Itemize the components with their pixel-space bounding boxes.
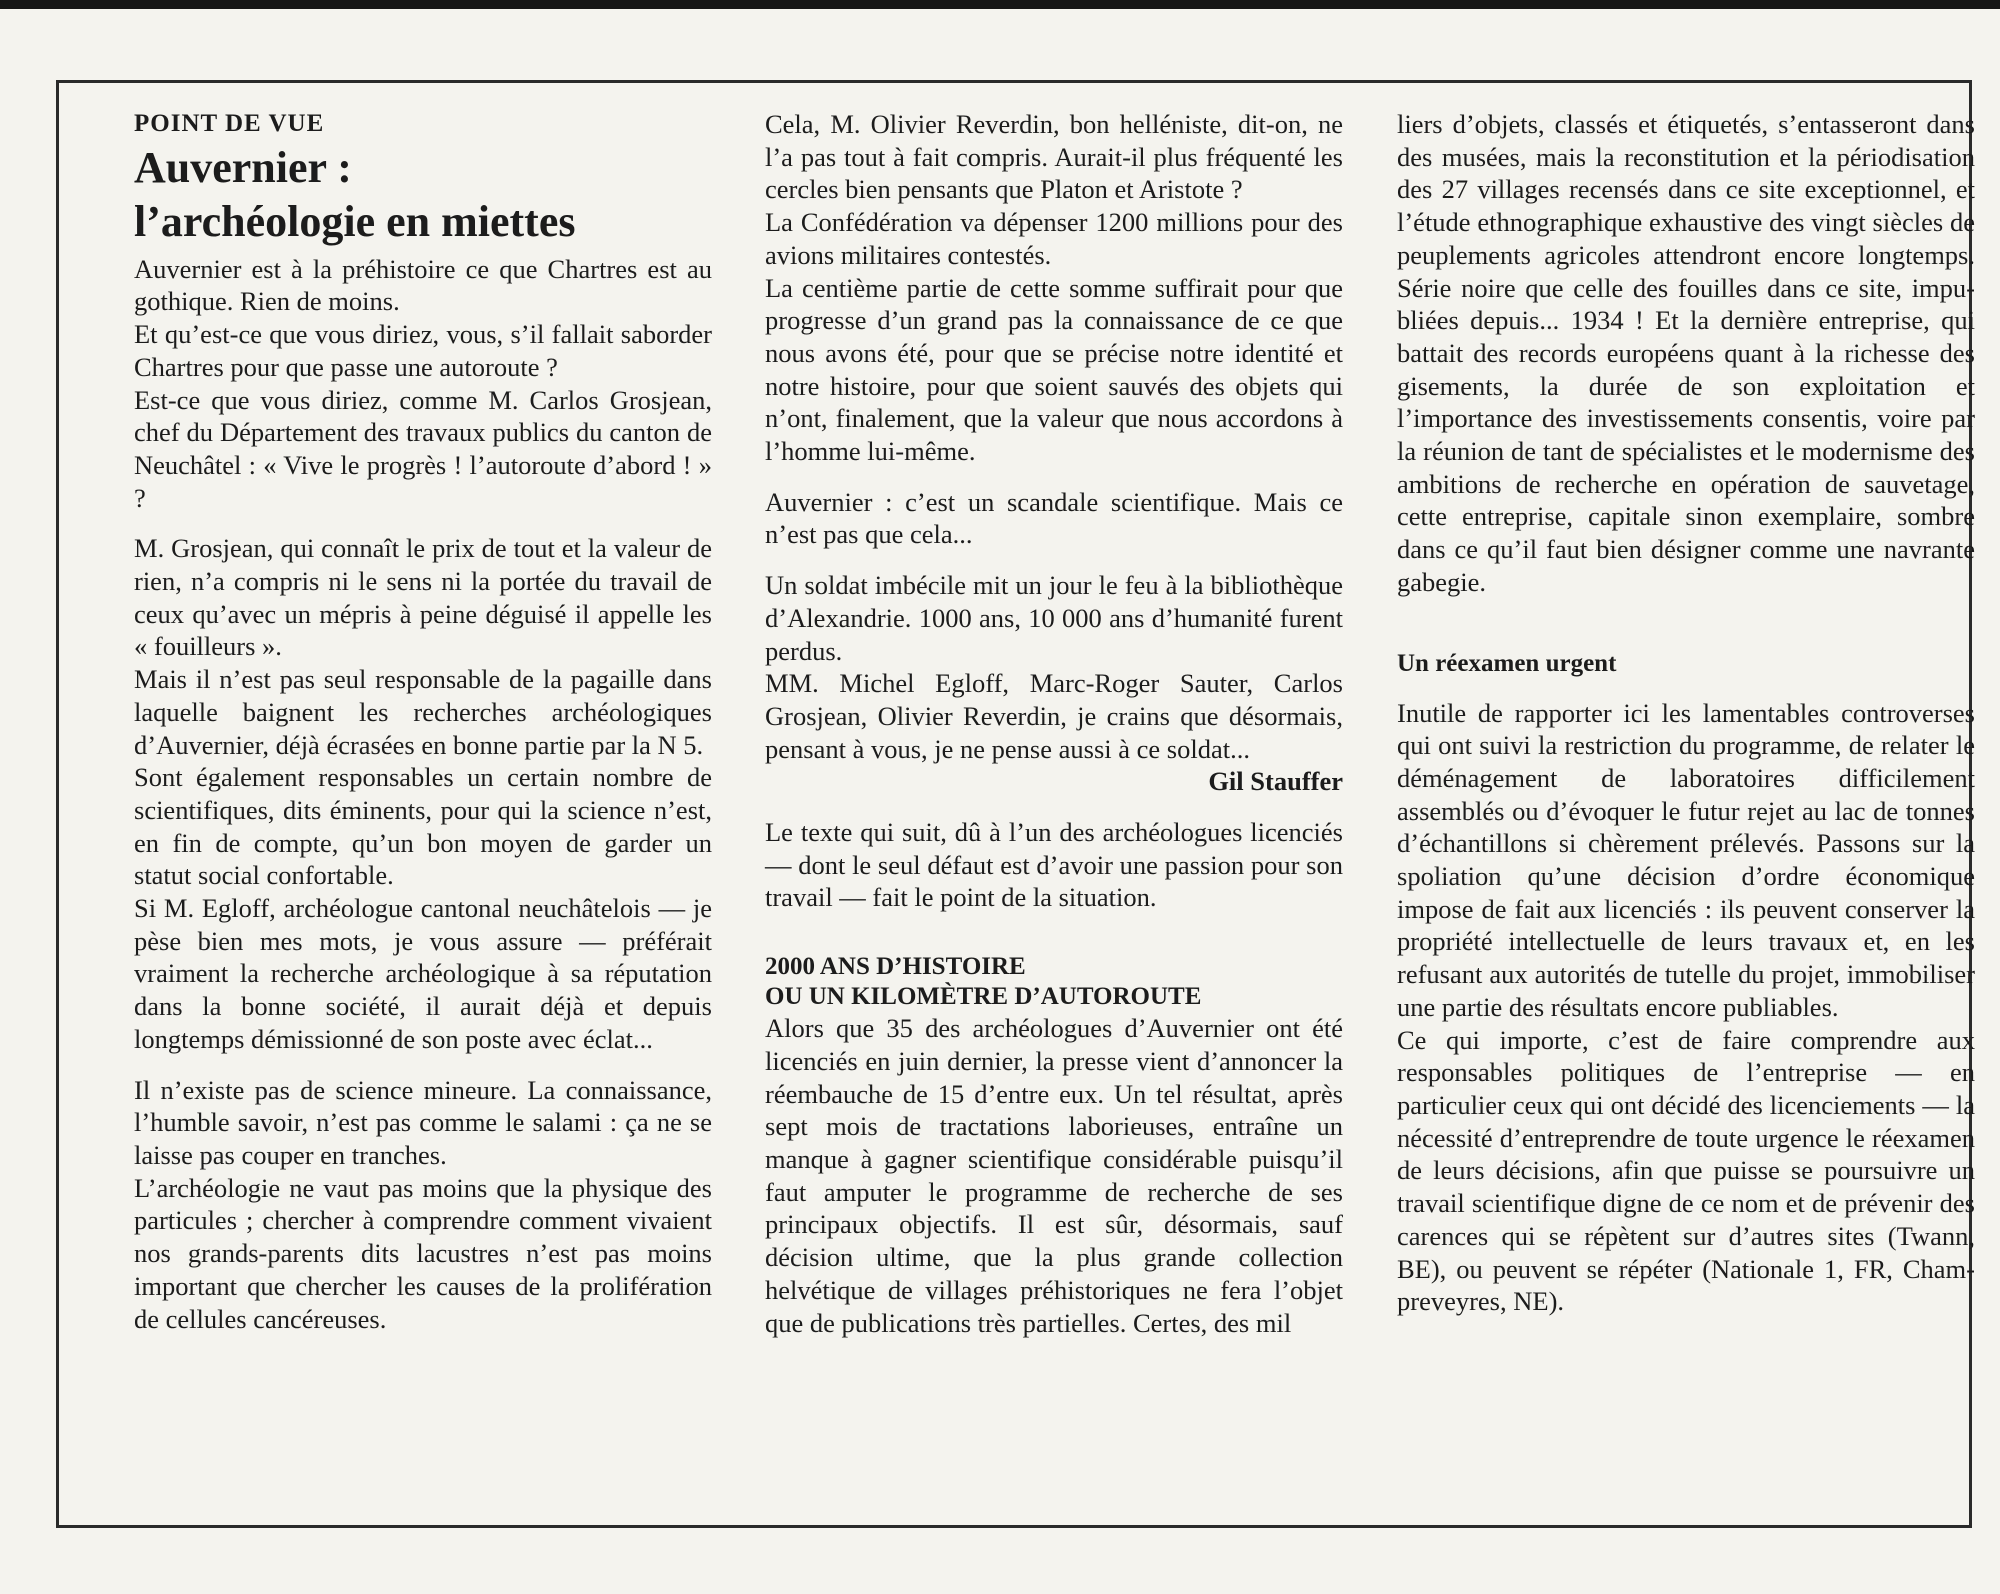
- kicker: POINT DE VUE: [134, 110, 325, 137]
- paragraph: La centième partie de cette somme suffirait pour que progresse d’un grand pas la connaissance de ce que nous avons été, pour que se précise notre identité et notre histoire, pour que soient sauvés des objets qui n’ont, finalement, que la valeur que nous accordons à l’homme lui-même.: [765, 272, 1343, 467]
- section-heading-1-line-1: 2000 ANS D’HISTOIRE: [765, 953, 1026, 981]
- headline-line-1: Auvernier :: [134, 142, 352, 192]
- paragraph: La Confédération va dépenser 1200 millions pour des avions militaires contestés.: [765, 207, 1343, 270]
- intro-note: Le texte qui suit, dû à l’un des archéologues licenciés — dont le seul défaut est d’avoir une passion pour son travail — fait le point de la situation.: [765, 817, 1343, 913]
- column-2: [765, 108, 1343, 1339]
- paragraph: Alors que 35 des archéologues d’Auvernier ont été licenciés en juin dernier, la presse vient d’annoncer la réembauche de 15 d’entre eux. Un tel résultat, après sept mois de tractations laborieuses, entraîne un manque à gagner scientifique considérable puisqu’il faut amputer le programme de recherche de ses principaux objectifs. Il est sûr, désormais, sauf décision ultime, que la plus grande collection helvétique de villages préhistoriques ne fera l’objet que de publications très partielles. Certes, des mil: [765, 1013, 1343, 1338]
- paragraph: Il n’existe pas de science mineure. La connaissance, l’humble savoir, n’est pas comme le salami : ça ne se laisse pas couper en tranches.: [134, 1074, 712, 1170]
- paragraph: Sont également responsables un certain nombre de scientifiques, dits éminents, pour qui la science n’est, en fin de compte, qu’un bon moyen de garder un statut social confortable.: [134, 762, 712, 891]
- paragraph: Auvernier est à la préhistoire ce que Chartres est au gothique. Rien de moins.: [134, 253, 712, 317]
- paragraph: L’archéologie ne vaut pas moins que la physique des particules ; chercher à comprendre comment vivaient nos grands-parents dits lacustres n’est pas moins important que chercher les causes de la prolifération de cellules cancéreuses.: [134, 1172, 712, 1334]
- section-heading-2: Un réexamen urgent: [1397, 649, 1617, 677]
- paragraph: Si M. Egloff, archéologue cantonal neuchâtelois — je pèse bien mes mots, je vous assure — préférait vraiment la recherche archéologique à sa réputation dans la bonne société, il aurait déjà et depuis longtemps démissionné de son poste avec éclat...: [134, 893, 712, 1054]
- author-signature: Gil Stauffer: [1208, 766, 1343, 797]
- paragraph: Est-ce que vous diriez, comme M. Carlos Grosjean, chef du Département des travaux publics du canton de Neuchâtel : « Vive le progrès ! l’autoroute d’abord ! » ?: [134, 384, 712, 513]
- paragraph: Auvernier : c’est un scandale scientifique. Mais ce n’est pas que cela...: [765, 486, 1343, 550]
- paragraph: Ce qui importe, c’est de faire comprendre aux responsables politiques de l’entreprise — en particulier ceux qui ont décidé des licenciements — la nécessité d’entreprendre de toute urgence le réexamen de leurs décisions, afin que puisse se poursuivre un travail scientifique digne de ce nom et de prévenir des carences qui se répètent sur d’autres sites (Twann, BE), ou peuvent se répéter (Nationale 1, FR, Champreveyres, NE).: [1397, 1024, 1975, 1317]
- paragraph: Mais il n’est pas seul responsable de la pagaille dans laquelle baignent les recherches archéologiques d’Auvernier, déjà écrasées en bonne partie par la N 5.: [134, 664, 712, 760]
- paragraph: liers d’objets, classés et étiquetés, s’entasseront dans des musées, mais la reconstitution et la périodisation des 27 villages recensés dans ce site exceptionnel, et l’étude ethnographique exhaustive des vingt siècles de peuplements agricoles attendront encore longtemps. Série noire que celle des fouilles dans ce site, impubliées depuis... 1934 ! Et la dernière entreprise, qui battait des records européens quant à la richesse des gisements, la durée de son exploitation et l’importance des investissements consentis, voire par la réunion de tant de spécialistes et le modernisme des ambitions de recherche en opération de sauvetage, cette entreprise, capitale sinon exemplaire, sombre dans ce qu’il faut bien désigner comme une navrante gabegie.: [1397, 109, 1975, 597]
- paragraph: M. Grosjean, qui connaît le prix de tout et la valeur de rien, n’a compris ni le sens ni la portée du travail de ceux qu’avec un mépris à peine déguisé il appelle les « fouilleurs ».: [134, 533, 712, 662]
- paragraph: Cela, M. Olivier Reverdin, bon helléniste, dit-on, ne l’a pas tout à fait compris. Aurait-il plus fréquenté les cercles bien pensants que Platon et Aristote ?: [765, 109, 1343, 205]
- section-heading-1-line-2: OU UN KILOMÈTRE D’AUTOROUTE: [765, 983, 1202, 1011]
- headline: [134, 141, 712, 249]
- headline-line-2: l’archéologie en miettes: [134, 196, 576, 246]
- column-3: [1397, 108, 1975, 1318]
- section-heading-1: [765, 952, 1343, 1012]
- paragraph: Et qu’est-ce que vous diriez, vous, s’il fallait saborder Chartres pour que passe une autoroute ?: [134, 319, 712, 382]
- column-1: [134, 108, 712, 1335]
- paragraph: Un soldat imbécile mit un jour le feu à la bibliothèque d’Alexandrie. 1000 ans, 10 000 ans d’humanité furent perdus.: [765, 570, 1343, 666]
- paragraph: Inutile de rapporter ici les lamentables controverses qui ont suivi la restriction du programme, de relater le déménagement de laboratoires difficilement assemblés ou d’évoquer le futur rejet au lac de tonnes d’échantillons si chèrement prélevés. Passons sur la spoliation qu’une décision d’ordre économique impose de fait aux licenciés : ils peuvent conserver la propriété intellectuelle de leurs travaux et, en les refusant aux autorités de tutelle du projet, immobiliser une partie des résultats encore publiables.: [1397, 697, 1975, 1022]
- top-rule: [0, 0, 2000, 9]
- paragraph: MM. Michel Egloff, Marc-Roger Sauter, Carlos Grosjean, Olivier Reverdin, je crains que désormais, pensant à vous, je ne pense aussi à ce soldat...: [765, 668, 1343, 764]
